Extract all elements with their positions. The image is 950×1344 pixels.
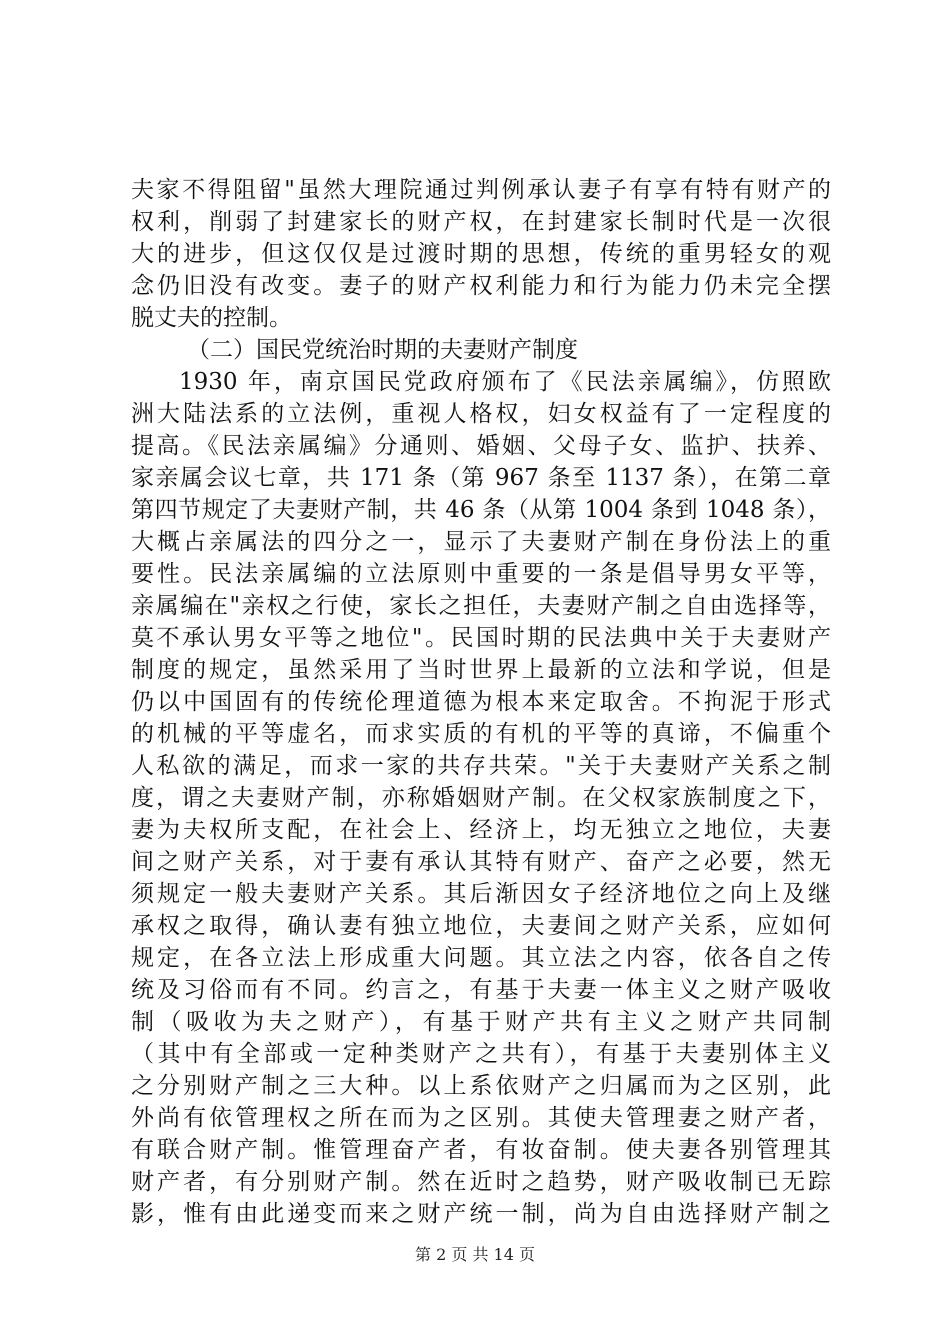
text-line: 制度的规定，虽然采用了当时世界上最新的立法和学说，但是 xyxy=(131,657,831,683)
text-line: 夫家不得阻留"虽然大理院通过判例承认妻子有享有特有财产的 xyxy=(131,177,831,203)
text-line: 家亲属会议七章，共 171 条（第 967 条至 1137 条），在第二章 xyxy=(131,465,831,491)
text-line: 莫不承认男女平等之地位"。民国时期的民法典中关于夫妻财产 xyxy=(131,625,831,651)
text-line: 提高。《民法亲属编》分通则、婚姻、父母子女、监护、扶养、 xyxy=(131,433,831,459)
text-line: 洲大陆法系的立法例，重视人格权，妇女权益有了一定程度的 xyxy=(131,401,831,427)
text-line: 大概占亲属法的四分之一，显示了夫妻财产制在身份法上的重 xyxy=(131,529,831,555)
text-line: 规定，在各立法上形成重大问题。其立法之内容，依各自之传 xyxy=(131,945,831,971)
text-line: 仍以中国固有的传统伦理道德为根本来定取舍。不拘泥于形式 xyxy=(131,689,831,715)
text-line: （其中有全部或一定种类财产之共有），有基于夫妻别体主义 xyxy=(131,1041,831,1067)
section-heading: （二）国民党统治时期的夫妻财产制度 xyxy=(187,337,578,363)
text-line: 第四节规定了夫妻财产制，共 46 条（从第 1004 条到 1048 条）， xyxy=(131,497,831,523)
text-line: 妻为夫权所支配，在社会上、经济上，均无独立之地位，夫妻 xyxy=(131,817,831,843)
text-line: 要性。民法亲属编的立法原则中重要的一条是倡导男女平等， xyxy=(131,561,831,587)
text-line: 统及习俗而有不同。约言之，有基于夫妻一体主义之财产吸收 xyxy=(131,977,831,1003)
text-line: 影，惟有由此递变而来之财产统一制，尚为自由选择财产制之 xyxy=(131,1201,831,1227)
text-line: 脱丈夫的控制。 xyxy=(131,305,292,331)
text-line: 人私欲的满足，而求一家的共存共荣。"关于夫妻财产关系之制 xyxy=(131,753,831,779)
text-line: 承权之取得，确认妻有独立地位，夫妻间之财产关系，应如何 xyxy=(131,913,831,939)
text-line: 1930 年，南京国民党政府颁布了《民法亲属编》，仿照欧 xyxy=(179,369,831,395)
text-line: 有联合财产制。惟管理奋产者，有妆奋制。使夫妻各别管理其 xyxy=(131,1137,831,1163)
text-line: 间之财产关系，对于妻有承认其特有财产、奋产之必要，然无 xyxy=(131,849,831,875)
text-line: 外尚有依管理权之所在而为之区别。其使夫管理妻之财产者， xyxy=(131,1105,831,1131)
text-line: 念仍旧没有改变。妻子的财产权利能力和行为能力仍未完全摆 xyxy=(131,273,831,299)
text-line: 之分别财产制之三大种。以上系依财产之归属而为之区别，此 xyxy=(131,1073,831,1099)
document-body xyxy=(131,174,831,1230)
page-number-footer: 第 2 页 共 14 页 xyxy=(415,1245,535,1264)
text-line: 度，谓之夫妻财产制，亦称婚姻财产制。在父权家族制度之下， xyxy=(131,785,831,811)
text-line: 须规定一般夫妻财产关系。其后渐因女子经济地位之向上及继 xyxy=(131,881,831,907)
text-line: 制（吸收为夫之财产），有基于财产共有主义之财产共同制 xyxy=(131,1009,831,1035)
text-line: 财产者，有分别财产制。然在近时之趋势，财产吸收制已无踪 xyxy=(131,1169,831,1195)
text-line: 权利，削弱了封建家长的财产权，在封建家长制时代是一次很 xyxy=(131,209,831,235)
text-line: 大的进步，但这仅仅是过渡时期的思想，传统的重男轻女的观 xyxy=(131,241,831,267)
text-line: 亲属编在"亲权之行使，家长之担任，夫妻财产制之自由选择等， xyxy=(131,593,831,619)
text-line: 的机械的平等虚名，而求实质的有机的平等的真谛，不偏重个 xyxy=(131,721,831,747)
